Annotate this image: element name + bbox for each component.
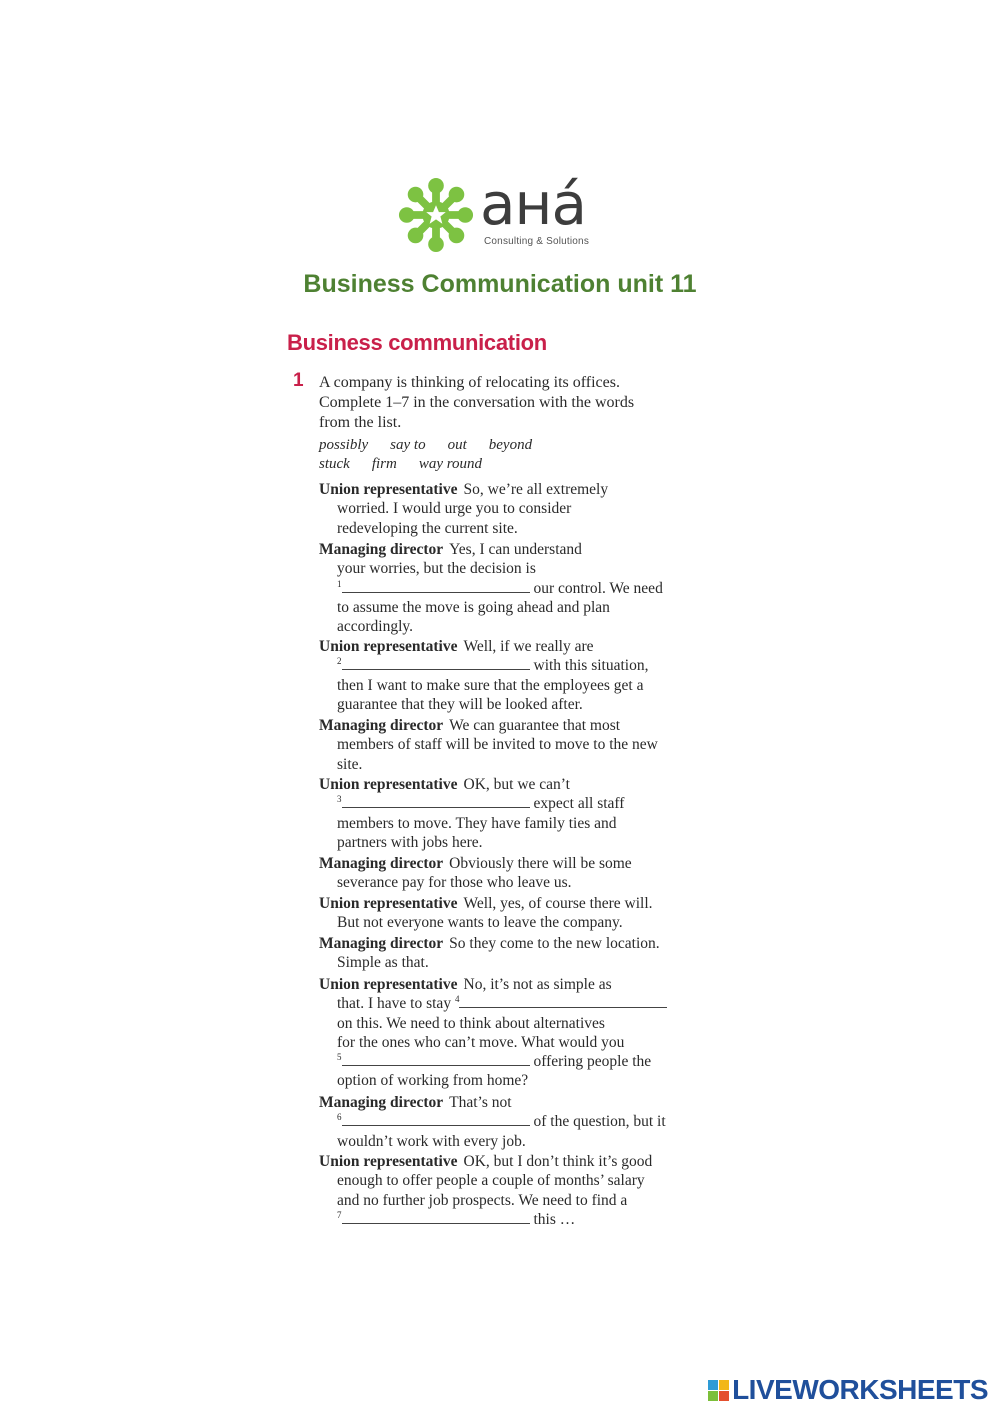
word-beyond: beyond — [488, 437, 533, 453]
answer-blank-3[interactable] — [342, 794, 530, 808]
answer-blank-7[interactable] — [342, 1210, 530, 1224]
answer-blank-1[interactable] — [342, 579, 530, 593]
turn-text: Yes, I can understand — [449, 541, 582, 558]
speaker-label: Managing director — [319, 935, 444, 952]
section-title: Business communication — [287, 330, 547, 355]
turn-text: guarantee that they will be looked after. — [337, 695, 583, 713]
turn-text: wouldn’t work with every job. — [337, 1132, 526, 1150]
speaker-label: Managing director — [319, 717, 444, 734]
turn-text: Simple as that. — [337, 954, 429, 972]
word-possibly: possibly — [319, 437, 369, 453]
exercise-instruction — [319, 373, 699, 433]
speaker-label: Managing director — [319, 1094, 444, 1111]
turn-text: your worries, but the decision is — [337, 560, 536, 578]
dialogue-turn — [319, 1152, 704, 1229]
speaker-label: Union representative — [319, 976, 458, 993]
liveworksheets-icon — [708, 1380, 729, 1401]
speaker-label: Union representative — [319, 481, 458, 498]
word-firm: firm — [371, 456, 397, 472]
instruction-line: from the list. — [319, 414, 402, 431]
turn-text: to assume the move is going ahead and plan — [337, 598, 610, 616]
company-logo — [396, 170, 606, 254]
brand-name: LIVEWORKSHEETS — [732, 1374, 988, 1405]
turn-text: But not everyone wants to leave the company. — [337, 914, 623, 932]
turn-text: severance pay for those who leave us. — [337, 874, 572, 892]
answer-blank-5[interactable] — [342, 1052, 530, 1066]
turn-text: enough to offer people a couple of months’ salary — [337, 1172, 645, 1190]
turn-text: worried. I would urge you to consider — [337, 500, 572, 518]
logo-subtitle: Consulting & Solutions — [484, 236, 590, 247]
turn-text: members of staff will be invited to move to the new — [337, 736, 658, 754]
turn-text: So, we’re all extremely — [463, 481, 609, 498]
gap-number: 2 — [337, 656, 342, 667]
dialogue-turn — [319, 775, 704, 852]
turn-text: So they come to the new location. — [449, 935, 660, 952]
gap-number: 5 — [337, 1052, 342, 1063]
turn-text: partners with jobs here. — [337, 833, 483, 851]
answer-blank-6[interactable] — [342, 1112, 530, 1126]
word-stuck: stuck — [319, 456, 350, 472]
gap-number: 3 — [337, 794, 342, 805]
word-say-to: say to — [390, 437, 426, 453]
turn-text: that. I have to stay — [337, 995, 452, 1013]
turn-text: No, it’s not as simple as — [463, 976, 612, 993]
turn-text: our control. We need — [533, 579, 663, 597]
turn-text: accordingly. — [337, 618, 414, 636]
turn-text: this … — [533, 1210, 576, 1228]
exercise-number: 1 — [293, 370, 304, 391]
answer-blank-2[interactable] — [342, 656, 530, 670]
instruction-line: Complete 1–7 in the conversation with the words — [319, 394, 635, 411]
turn-text: on this. We need to think about alternatives — [337, 1014, 605, 1032]
turn-text: of the question, but it — [533, 1113, 666, 1131]
instruction-line: A company is thinking of relocating its offices. — [319, 374, 620, 391]
liveworksheets-brand[interactable] — [708, 1374, 988, 1406]
dialogue-turn — [319, 934, 704, 973]
dialogue-turn — [319, 716, 704, 774]
turn-text: That’s not — [449, 1094, 512, 1111]
gap-number: 7 — [337, 1209, 342, 1220]
turn-text: We can guarantee that most — [449, 717, 621, 734]
turn-text: with this situation, — [533, 657, 649, 675]
turn-text: for the ones who can’t move. What would you — [337, 1033, 625, 1051]
turn-text: site. — [337, 755, 363, 773]
dialogue-turn — [319, 854, 704, 893]
dialogue-turn — [319, 1093, 704, 1151]
dialogue-turn — [319, 894, 704, 933]
turn-text: Obviously there will be some — [449, 855, 632, 872]
word-way-round: way round — [418, 456, 483, 472]
answer-blank-4[interactable] — [459, 994, 667, 1008]
gap-number: 6 — [337, 1112, 342, 1123]
logo-wordmark: aнá — [480, 170, 587, 238]
gap-number: 1 — [337, 578, 342, 589]
dialogue-turn — [319, 975, 704, 1091]
dialogue-turn — [319, 637, 704, 714]
dialogue-turn — [319, 540, 704, 636]
turn-text: Well, if we really are — [463, 638, 594, 655]
speaker-label: Managing director — [319, 855, 444, 872]
worksheet-title: Business Communication unit 11 — [303, 270, 697, 298]
dialogue-turn — [319, 480, 704, 538]
speaker-label: Union representative — [319, 895, 458, 912]
turn-text: OK, but I don’t think it’s good — [463, 1153, 653, 1170]
turn-text: then I want to make sure that the employees get a — [337, 676, 644, 694]
turn-text: option of working from home? — [337, 1072, 529, 1090]
speaker-label: Union representative — [319, 776, 458, 793]
speaker-label: Managing director — [319, 541, 444, 558]
logo-gear-icon — [396, 176, 476, 254]
speaker-label: Union representative — [319, 1153, 458, 1170]
turn-text: Well, yes, of course there will. — [463, 895, 653, 912]
turn-text: OK, but we can’t — [463, 776, 570, 793]
turn-text: redeveloping the current site. — [337, 519, 518, 537]
turn-text: and no further job prospects. We need to find a — [337, 1191, 628, 1209]
turn-text: expect all staff — [533, 795, 625, 813]
speaker-label: Union representative — [319, 638, 458, 655]
turn-text: members to move. They have family ties and — [337, 814, 617, 832]
turn-text: offering people the — [533, 1053, 652, 1071]
word-out: out — [447, 437, 467, 453]
word-list — [319, 436, 554, 474]
gap-number: 4 — [454, 994, 460, 1005]
